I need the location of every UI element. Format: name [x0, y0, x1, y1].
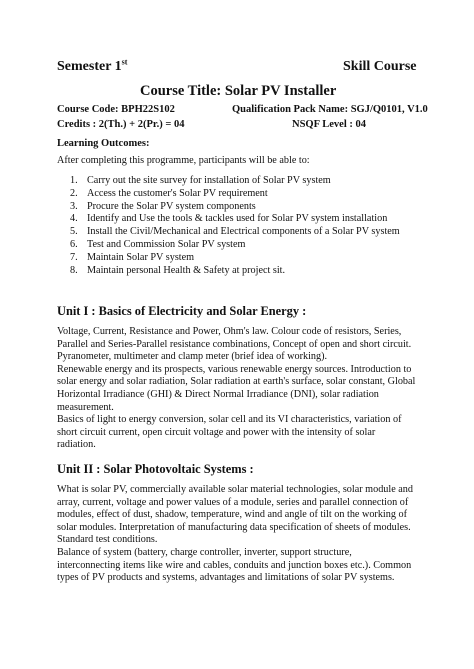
unit-2-heading: Unit II : Solar Photovoltaic Systems : — [57, 462, 254, 476]
learning-outcomes-intro: After completing this programme, participants will be able to: — [57, 155, 310, 166]
body-line: solar modules. Interpretation of manufacturing data specification of sheets of modules. — [57, 521, 411, 533]
body-line: Standard test conditions. — [57, 534, 158, 546]
outcome-number: 6. — [70, 238, 78, 250]
course-code: Course Code: BPH22S102 — [57, 104, 175, 115]
outcome-number: 5. — [70, 226, 78, 238]
outcome-text: Maintain Solar PV system — [87, 251, 195, 263]
body-line: modules, effect of dust, shadow, temperature, wind and angle of tilt on the working of — [57, 509, 407, 521]
outcome-text: Maintain personal Health & Safety at project sit. — [87, 264, 286, 276]
semester-label: Semester 1st — [57, 57, 128, 74]
outcome-number: 3. — [70, 200, 78, 212]
outcome-number: 2. — [70, 187, 78, 199]
body-line: types of PV products and systems, advantages and limitations of solar PV systems. — [57, 572, 395, 584]
unit-1-body — [57, 326, 422, 452]
outcome-number: 7. — [70, 251, 78, 263]
outcome-text: Procure the Solar PV system components — [87, 200, 256, 212]
learning-outcomes-heading: Learning Outcomes: — [57, 138, 150, 149]
body-line: measurement. — [57, 401, 114, 413]
body-line: Basics of light to energy conversion, solar cell and its VI characteristics, variation of — [57, 414, 402, 426]
body-line: short circuit current, open circuit voltage and power with the intensity of solar — [57, 426, 376, 438]
body-line: Balance of system (battery, charge controller, inverter, support structure, — [57, 546, 352, 558]
body-line: What is solar PV, commercially available solar material technologies, solar module and — [57, 484, 413, 495]
outcome-text: Install the Civil/Mechanical and Electrical components of a Solar PV system — [87, 226, 400, 238]
unit-1-heading: Unit I : Basics of Electricity and Solar Energy : — [57, 304, 307, 318]
body-line: Pyranometer, multimeter and clamp meter (brief idea of working). — [57, 351, 328, 363]
body-line: radiation. — [57, 439, 96, 451]
body-line: Voltage, Current, Resistance and Power, Ohm's law. Colour code of resistors, Series, — [57, 326, 402, 337]
body-line: interconnecting items like wire and cables, conduits and junction boxes etc.). Common — [57, 559, 412, 571]
outcome-text: Test and Commission Solar PV system — [87, 238, 246, 250]
course-type-label: Skill Course — [343, 59, 417, 74]
outcome-number: 1. — [70, 175, 78, 186]
qualification-pack: Qualification Pack Name: SGJ/Q0101, V1.0 — [232, 104, 428, 115]
body-line: array, current, voltage and power values of a module, series and parallel connection of — [57, 496, 409, 508]
body-line: Renewable energy and its prospects, various renewable energy sources. Introduction to — [57, 363, 412, 375]
semester-superscript: st — [121, 57, 128, 67]
body-line: Horizontal Irradiance (GHI) & Direct Normal Irradiance (DNI), solar radiation — [57, 388, 379, 400]
outcome-number: 8. — [70, 264, 78, 276]
nsqf-level: NSQF Level : 04 — [292, 119, 366, 130]
body-line: Parallel and Series-Parallel resistance combinations, Concept of open and short circuit. — [57, 338, 412, 350]
outcome-number: 4. — [70, 213, 78, 225]
outcome-text: Access the customer's Solar PV requirement — [87, 187, 268, 199]
outcome-text: Carry out the site survey for installation of Solar PV system — [87, 175, 331, 186]
credits: Credits : 2(Th.) + 2(Pr.) = 04 — [57, 119, 185, 130]
outcome-text: Identify and Use the tools & tackles used for Solar PV system installation — [87, 213, 388, 225]
unit-2-body — [57, 484, 422, 585]
course-title: Course Title: Solar PV Installer — [140, 83, 337, 99]
body-line: solar energy and solar radiation, Solar radiation at earth's surface, solar constant, Global — [57, 376, 416, 388]
